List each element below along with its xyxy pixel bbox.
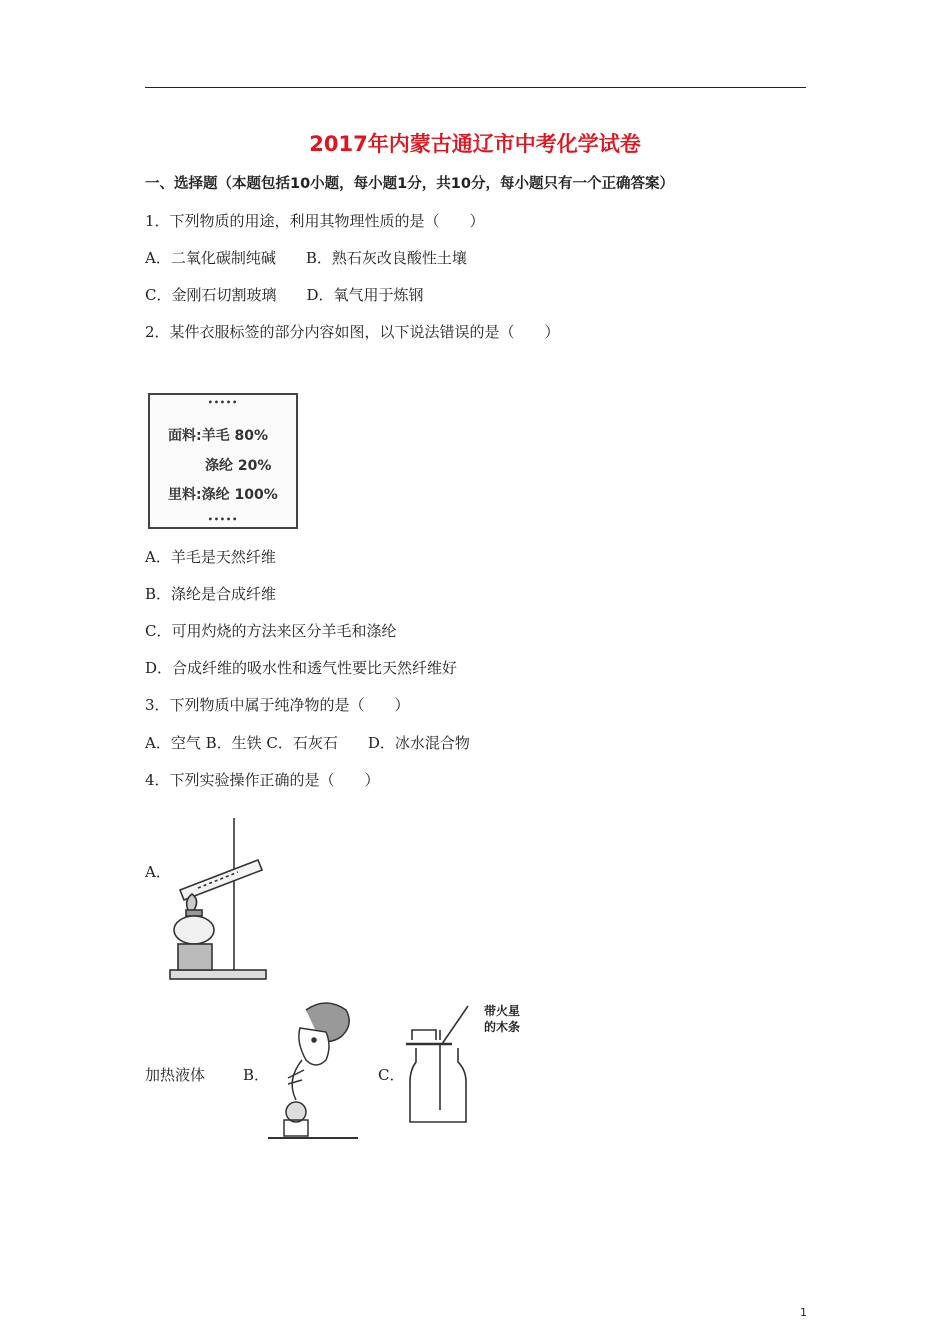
q3-stem: 3．下列物质中属于纯净物的是（ ） [145,696,410,714]
splint-label-line1: 带火星 [484,1004,521,1018]
section-heading: 一、选择题（本题包括10小题，每小题1分，共10分，每小题只有一个正确答案） [145,176,674,192]
splint-label [484,1003,520,1035]
q4-option-a-caption: 加热液体 [145,1066,206,1084]
q4-option-b-letter: B． [243,1066,270,1084]
label-dots-top: ••••• [207,398,239,407]
q1-stem: 1．下列物质的用途，利用其物理性质的是（ ） [145,212,485,230]
label-row-lining: 里料:涤纶 100% [168,487,278,503]
smelling-gas-figure [266,1000,360,1144]
q1-options-row2: C．金刚石切割玻璃 D．氧气用于炼钢 [145,286,424,304]
heating-liquid-figure [168,810,272,988]
label-dots-bottom: ••••• [207,515,239,524]
q4-option-c-letter: C． [378,1066,405,1084]
clothing-label-figure [148,393,298,529]
q3-options: A．空气 B．生铁 C．石灰石 D．冰水混合物 [145,734,470,752]
q2-option-a: A．羊毛是天然纤维 [145,548,276,566]
q2-option-c: C．可用灼烧的方法来区分羊毛和涤纶 [145,622,397,640]
q2-option-d: D．合成纤维的吸水性和透气性要比天然纤维好 [145,659,458,677]
header-rule [145,87,806,88]
q1-options-row1: A．二氧化碳制纯碱 B．熟石灰改良酸性土壤 [145,249,467,267]
label-row-polyester: 涤纶 20% [205,458,272,474]
q4-stem: 4．下列实验操作正确的是（ ） [145,771,380,789]
q2-stem: 2．某件衣服标签的部分内容如图，以下说法错误的是（ ） [145,323,560,341]
q4-option-a-letter: A． [145,863,171,881]
page-number: 1 [800,1306,807,1319]
label-row-fabric: 面料:羊毛 80% [168,428,268,444]
splint-label-line2: 的木条 [484,1020,521,1034]
q2-option-b: B．涤纶是合成纤维 [145,585,277,603]
page-title: 2017年内蒙古通辽市中考化学试卷 [309,132,641,156]
